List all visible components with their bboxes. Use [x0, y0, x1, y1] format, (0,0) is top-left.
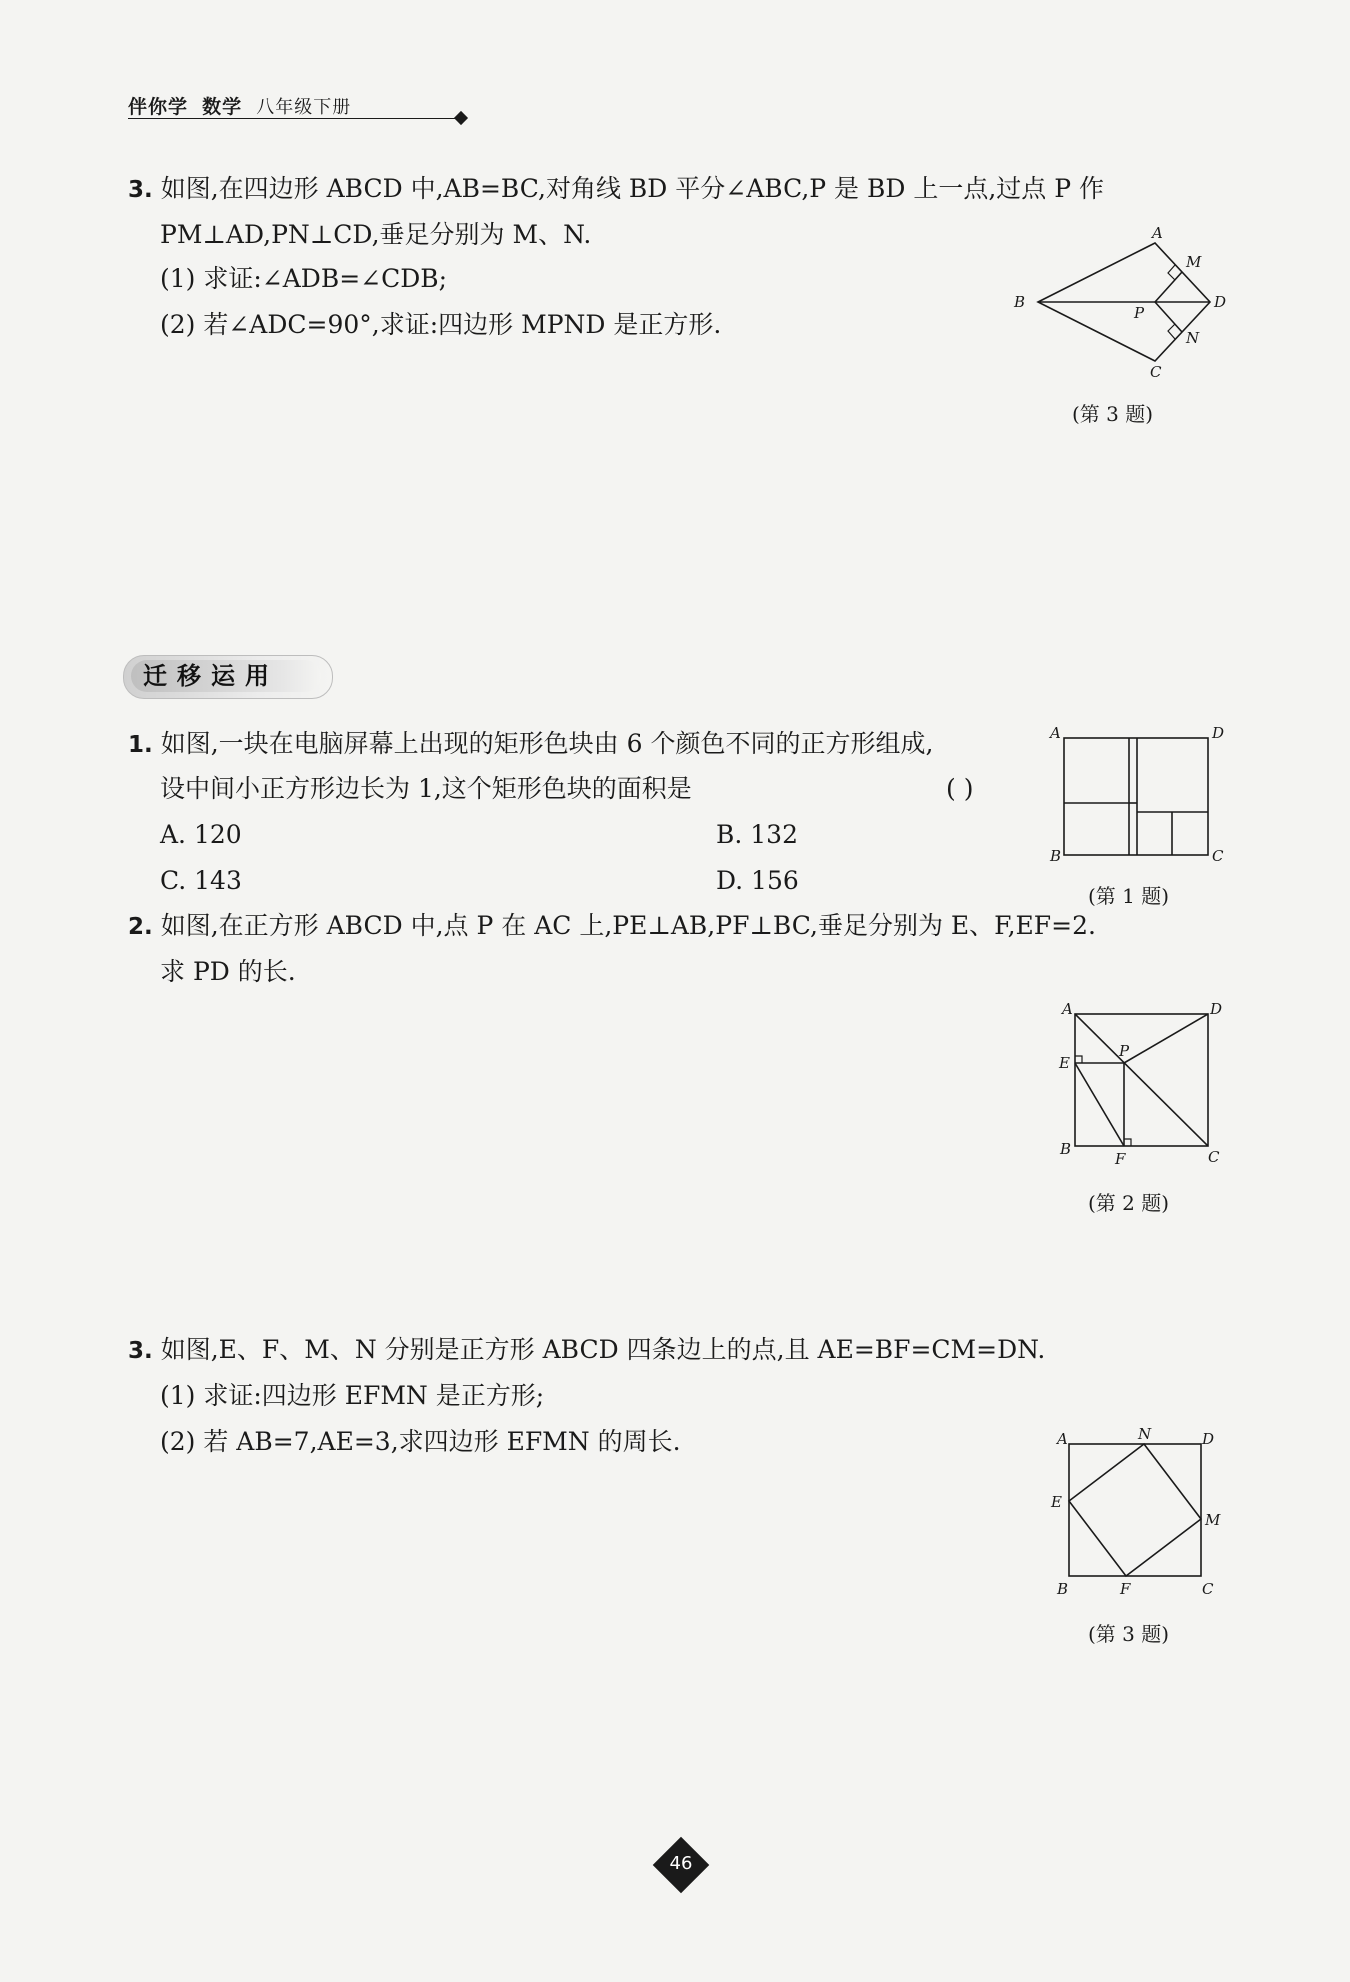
p2-q1-text-1: 如图,一块在电脑屏幕上出现的矩形色块由 6 个颜色不同的正方形组成, — [160, 729, 934, 758]
header-title — [128, 92, 351, 119]
header-diamond-icon — [454, 111, 468, 125]
q2-label-d: D — [1210, 1000, 1223, 1018]
section-title: 迁移运用 — [131, 660, 321, 692]
label-d: D — [1214, 293, 1227, 311]
header-rule — [128, 118, 463, 119]
q3-caption: (第 3 题) — [1072, 402, 1154, 426]
label-a: A — [1152, 224, 1163, 242]
q3b-label-b: B — [1057, 1580, 1069, 1598]
q1-label-b: B — [1050, 847, 1062, 865]
q3b-label-n: N — [1138, 1425, 1152, 1443]
right-angle-f-icon — [1124, 1139, 1131, 1146]
header-book: 八年级下册 — [256, 97, 352, 118]
q3-square-figure — [1040, 1425, 1235, 1605]
q1-label-d: D — [1212, 724, 1225, 742]
q3b-label-e: E — [1051, 1493, 1062, 1511]
p2-q2-number: 2. — [128, 914, 153, 940]
segment-pd — [1124, 1014, 1208, 1063]
segment-ef — [1075, 1063, 1124, 1146]
page-number: 46 — [669, 1853, 693, 1874]
q2-label-f: F — [1115, 1150, 1126, 1168]
p2-q2-line2: 求 PD 的长. — [160, 957, 296, 986]
q3-line2: PM⊥AD,PN⊥CD,垂足分别为 M、N. — [160, 220, 592, 249]
label-c: C — [1150, 363, 1162, 381]
q3-kite-figure — [1010, 225, 1230, 385]
q3b-label-m: M — [1205, 1511, 1221, 1529]
p2-q1-caption: (第 1 题) — [1088, 884, 1170, 908]
q2-label-c: C — [1208, 1148, 1220, 1166]
right-angle-n-icon — [1168, 324, 1175, 339]
header-subject: 数学 — [202, 96, 243, 118]
q3-sub1: (1) 求证:∠ADB=∠CDB; — [160, 264, 448, 293]
segment-pn — [1155, 302, 1182, 332]
q3b-label-c: C — [1202, 1580, 1214, 1598]
p2-q1-line2: 设中间小正方形边长为 1,这个矩形色块的面积是 — [160, 774, 692, 803]
p2-q1-number: 1. — [128, 732, 153, 758]
p2-q1-line1 — [128, 731, 933, 757]
p2-q1-option-c: C. 143 — [160, 866, 242, 895]
p2-q2-text-1: 如图,在正方形 ABCD 中,点 P 在 AC 上,PE⊥AB,PF⊥BC,垂足分别为 E、F,EF=2. — [160, 911, 1096, 940]
q3-text-1: 如图,在四边形 ABCD 中,AB=BC,对角线 BD 平分∠ABC,P 是 BD 上一点,过点 P 作 — [160, 174, 1105, 203]
p2-q1-blank: ( ) — [946, 774, 974, 803]
p2-q3-sub1: (1) 求证:四边形 EFMN 是正方形; — [160, 1381, 545, 1410]
q2-label-p: P — [1119, 1042, 1130, 1060]
p2-q2-line1 — [128, 913, 1096, 939]
p2-q1-option-b: B. 132 — [716, 820, 798, 849]
square-abcd-2 — [1069, 1444, 1201, 1576]
q2-label-b: B — [1060, 1140, 1072, 1158]
p2-q3-line1 — [128, 1337, 1045, 1363]
q2-label-a: A — [1062, 1000, 1073, 1018]
q3b-label-d: D — [1202, 1430, 1215, 1448]
square-efmn — [1069, 1444, 1201, 1576]
p2-q2-caption: (第 2 题) — [1088, 1191, 1170, 1215]
segment-pm — [1155, 272, 1182, 302]
q3-sub2: (2) 若∠ADC=90°,求证:四边形 MPND 是正方形. — [160, 310, 722, 339]
right-angle-e-icon — [1075, 1056, 1082, 1063]
header-brand: 伴你学 — [128, 96, 189, 118]
q3-line1 — [128, 176, 1104, 202]
q2-square-figure — [1040, 1000, 1230, 1175]
p2-q3-text-1: 如图,E、F、M、N 分别是正方形 ABCD 四条边上的点,且 AE=BF=CM=DN. — [160, 1335, 1046, 1364]
q2-label-e: E — [1059, 1054, 1070, 1072]
q3-number: 3. — [128, 177, 153, 203]
p2-q3-caption: (第 3 题) — [1088, 1622, 1170, 1646]
label-m: M — [1186, 253, 1202, 271]
q1-label-a: A — [1050, 724, 1061, 742]
p2-q3-number: 3. — [128, 1338, 153, 1364]
q3b-label-f: F — [1120, 1580, 1131, 1598]
q3b-label-a: A — [1057, 1430, 1068, 1448]
right-angle-m-icon — [1168, 265, 1175, 280]
p2-q1-option-d: D. 156 — [716, 866, 799, 895]
label-p: P — [1134, 304, 1145, 322]
rect-abcd — [1064, 738, 1208, 855]
label-n: N — [1186, 329, 1200, 347]
diagonal-ac — [1075, 1014, 1208, 1146]
q1-label-c: C — [1212, 847, 1224, 865]
p2-q3-sub2: (2) 若 AB=7,AE=3,求四边形 EFMN 的周长. — [160, 1427, 681, 1456]
q1-rectangle-figure — [1040, 726, 1230, 866]
p2-q1-option-a: A. 120 — [160, 820, 242, 849]
label-b: B — [1014, 293, 1026, 311]
